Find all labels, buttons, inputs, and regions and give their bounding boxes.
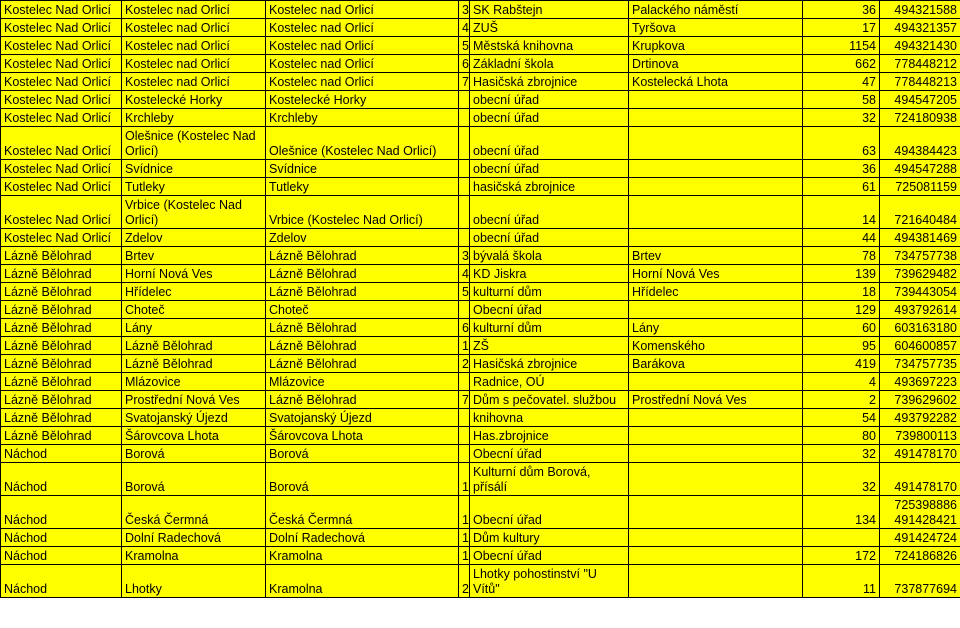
- cell-house-number: 134: [803, 496, 880, 529]
- cell-phone: 725081159: [880, 178, 960, 196]
- cell-municipality-orp: Kostelec Nad Orlicí: [1, 37, 122, 55]
- cell-phone: 494547205: [880, 91, 960, 109]
- cell-municipality: Borová: [122, 463, 266, 496]
- cell-street: [629, 127, 803, 160]
- cell-district-part: Krchleby: [266, 109, 459, 127]
- cell-house-number: 4: [803, 373, 880, 391]
- cell-precinct-number: 1: [459, 463, 470, 496]
- cell-municipality: Kramolna: [122, 547, 266, 565]
- cell-district-part: Kostelec nad Orlicí: [266, 1, 459, 19]
- cell-house-number: 129: [803, 301, 880, 319]
- cell-house-number: 80: [803, 427, 880, 445]
- cell-polling-place: Obecní úřad: [470, 445, 629, 463]
- cell-municipality-orp: Lázně Bělohrad: [1, 301, 122, 319]
- table-row: [1, 445, 960, 463]
- cell-municipality: Lány: [122, 319, 266, 337]
- cell-phone: 734757735: [880, 355, 960, 373]
- cell-precinct-number: [459, 196, 470, 229]
- table-row: [1, 496, 960, 529]
- cell-municipality-orp: Lázně Bělohrad: [1, 391, 122, 409]
- table-row: [1, 1, 960, 19]
- table-body: [1, 1, 960, 598]
- cell-district-part: Kostelecké Horky: [266, 91, 459, 109]
- cell-phone: 739629482: [880, 265, 960, 283]
- cell-polling-place: bývalá škola: [470, 247, 629, 265]
- cell-municipality-orp: Kostelec Nad Orlicí: [1, 19, 122, 37]
- table-row: [1, 196, 960, 229]
- cell-polling-place: Radnice, OÚ: [470, 373, 629, 391]
- cell-precinct-number: 7: [459, 73, 470, 91]
- table-row: [1, 19, 960, 37]
- cell-municipality: Brtev: [122, 247, 266, 265]
- cell-house-number: 78: [803, 247, 880, 265]
- cell-street: [629, 196, 803, 229]
- cell-municipality: Lázně Bělohrad: [122, 355, 266, 373]
- cell-house-number: 32: [803, 445, 880, 463]
- cell-phone: 494384423: [880, 127, 960, 160]
- cell-district-part: Šárovcova Lhota: [266, 427, 459, 445]
- cell-polling-place: KD Jiskra: [470, 265, 629, 283]
- cell-municipality-orp: Lázně Bělohrad: [1, 337, 122, 355]
- cell-polling-place: Hasičská zbrojnice: [470, 355, 629, 373]
- cell-municipality-orp: Kostelec Nad Orlicí: [1, 127, 122, 160]
- cell-street: Hřídelec: [629, 283, 803, 301]
- cell-street: [629, 160, 803, 178]
- cell-district-part: Lázně Bělohrad: [266, 337, 459, 355]
- cell-precinct-number: 2: [459, 355, 470, 373]
- cell-district-part: Tutleky: [266, 178, 459, 196]
- cell-district-part: Lázně Bělohrad: [266, 355, 459, 373]
- table-row: [1, 409, 960, 427]
- cell-house-number: 44: [803, 229, 880, 247]
- cell-municipality: Zdelov: [122, 229, 266, 247]
- cell-house-number: 17: [803, 19, 880, 37]
- cell-house-number: 63: [803, 127, 880, 160]
- cell-house-number: 419: [803, 355, 880, 373]
- cell-municipality-orp: Lázně Bělohrad: [1, 319, 122, 337]
- cell-precinct-number: [459, 427, 470, 445]
- cell-phone: 739800113: [880, 427, 960, 445]
- cell-municipality: Česká Čermná: [122, 496, 266, 529]
- cell-phone: 493792282: [880, 409, 960, 427]
- cell-municipality-orp: Kostelec Nad Orlicí: [1, 178, 122, 196]
- cell-polling-place: ZUŠ: [470, 19, 629, 37]
- table-row: [1, 427, 960, 445]
- cell-district-part: Kostelec nad Orlicí: [266, 73, 459, 91]
- cell-house-number: 2: [803, 391, 880, 409]
- cell-house-number: [803, 529, 880, 547]
- cell-precinct-number: 4: [459, 19, 470, 37]
- cell-district-part: Kostelec nad Orlicí: [266, 19, 459, 37]
- cell-street: Prostřední Nová Ves: [629, 391, 803, 409]
- table-row: [1, 529, 960, 547]
- cell-street: [629, 547, 803, 565]
- cell-street: Palackého náměstí: [629, 1, 803, 19]
- cell-street: [629, 529, 803, 547]
- cell-street: [629, 565, 803, 598]
- cell-street: Kostelecká Lhota: [629, 73, 803, 91]
- cell-polling-place: Obecní úřad: [470, 547, 629, 565]
- cell-precinct-number: 1: [459, 529, 470, 547]
- cell-street: [629, 91, 803, 109]
- cell-municipality: Svatojanský Újezd: [122, 409, 266, 427]
- cell-house-number: 36: [803, 1, 880, 19]
- cell-precinct-number: [459, 409, 470, 427]
- cell-house-number: 1154: [803, 37, 880, 55]
- cell-street: [629, 373, 803, 391]
- cell-phone: 494547288: [880, 160, 960, 178]
- cell-municipality-orp: Náchod: [1, 565, 122, 598]
- cell-phone: 737877694: [880, 565, 960, 598]
- cell-phone: 493697223: [880, 373, 960, 391]
- cell-phone: 739629602: [880, 391, 960, 409]
- cell-municipality-orp: Lázně Bělohrad: [1, 373, 122, 391]
- cell-polling-place: Has.zbrojnice: [470, 427, 629, 445]
- cell-municipality: Olešnice (Kostelec Nad Orlicí): [122, 127, 266, 160]
- table-row: [1, 37, 960, 55]
- table-row: [1, 73, 960, 91]
- cell-municipality-orp: Lázně Bělohrad: [1, 265, 122, 283]
- cell-house-number: 60: [803, 319, 880, 337]
- cell-house-number: 47: [803, 73, 880, 91]
- table-row: [1, 337, 960, 355]
- table-row: [1, 178, 960, 196]
- cell-phone: 604600857: [880, 337, 960, 355]
- cell-precinct-number: 5: [459, 283, 470, 301]
- table-row: [1, 247, 960, 265]
- cell-precinct-number: 4: [459, 265, 470, 283]
- cell-polling-place: obecní úřad: [470, 127, 629, 160]
- table-row: [1, 547, 960, 565]
- cell-house-number: 95: [803, 337, 880, 355]
- cell-municipality: Lázně Bělohrad: [122, 337, 266, 355]
- table-row: [1, 463, 960, 496]
- cell-street: Komenského: [629, 337, 803, 355]
- cell-house-number: 36: [803, 160, 880, 178]
- cell-polling-place: obecní úřad: [470, 109, 629, 127]
- cell-municipality: Lhotky: [122, 565, 266, 598]
- cell-municipality-orp: Lázně Bělohrad: [1, 355, 122, 373]
- cell-precinct-number: [459, 301, 470, 319]
- cell-polling-place: Městská knihovna: [470, 37, 629, 55]
- cell-polling-place: Obecní úřad: [470, 301, 629, 319]
- cell-municipality: Svídnice: [122, 160, 266, 178]
- cell-municipality: Kostelecké Horky: [122, 91, 266, 109]
- cell-street: [629, 445, 803, 463]
- cell-municipality: Kostelec nad Orlicí: [122, 37, 266, 55]
- cell-polling-place: Dům kultury: [470, 529, 629, 547]
- cell-municipality: Dolní Radechová: [122, 529, 266, 547]
- cell-precinct-number: 3: [459, 247, 470, 265]
- cell-polling-place: Dům s pečovatel. službou: [470, 391, 629, 409]
- cell-district-part: Kramolna: [266, 565, 459, 598]
- cell-district-part: Zdelov: [266, 229, 459, 247]
- cell-municipality: Mlázovice: [122, 373, 266, 391]
- cell-municipality-orp: Kostelec Nad Orlicí: [1, 73, 122, 91]
- cell-phone: 725398886 491428421: [880, 496, 960, 529]
- table-row: [1, 319, 960, 337]
- cell-phone: 494321357: [880, 19, 960, 37]
- cell-municipality-orp: Lázně Bělohrad: [1, 427, 122, 445]
- cell-house-number: 11: [803, 565, 880, 598]
- cell-house-number: 14: [803, 196, 880, 229]
- cell-municipality-orp: Náchod: [1, 496, 122, 529]
- cell-municipality-orp: Kostelec Nad Orlicí: [1, 196, 122, 229]
- cell-district-part: Olešnice (Kostelec Nad Orlicí): [266, 127, 459, 160]
- table-row: [1, 109, 960, 127]
- cell-house-number: 32: [803, 109, 880, 127]
- cell-district-part: Lázně Bělohrad: [266, 265, 459, 283]
- cell-house-number: 32: [803, 463, 880, 496]
- cell-street: [629, 301, 803, 319]
- cell-polling-place: Základní škola: [470, 55, 629, 73]
- cell-precinct-number: 5: [459, 37, 470, 55]
- cell-street: [629, 229, 803, 247]
- cell-district-part: Choteč: [266, 301, 459, 319]
- cell-precinct-number: 6: [459, 55, 470, 73]
- cell-district-part: Borová: [266, 445, 459, 463]
- cell-precinct-number: [459, 127, 470, 160]
- cell-municipality-orp: Náchod: [1, 463, 122, 496]
- cell-precinct-number: 2: [459, 565, 470, 598]
- cell-district-part: Dolní Radechová: [266, 529, 459, 547]
- cell-precinct-number: 7: [459, 391, 470, 409]
- cell-phone: 494381469: [880, 229, 960, 247]
- cell-street: Krupkova: [629, 37, 803, 55]
- table-row: [1, 160, 960, 178]
- cell-polling-place: SK Rabštejn: [470, 1, 629, 19]
- cell-street: [629, 178, 803, 196]
- table-row: [1, 301, 960, 319]
- cell-phone: 491478170: [880, 463, 960, 496]
- cell-house-number: 172: [803, 547, 880, 565]
- cell-street: [629, 463, 803, 496]
- cell-district-part: Lázně Bělohrad: [266, 283, 459, 301]
- cell-municipality-orp: Lázně Bělohrad: [1, 409, 122, 427]
- cell-phone: 491424724: [880, 529, 960, 547]
- cell-precinct-number: 1: [459, 496, 470, 529]
- table-row: [1, 55, 960, 73]
- cell-phone: 778448212: [880, 55, 960, 73]
- cell-municipality-orp: Náchod: [1, 445, 122, 463]
- cell-street: Drtinova: [629, 55, 803, 73]
- cell-house-number: 58: [803, 91, 880, 109]
- cell-phone: 491478170: [880, 445, 960, 463]
- cell-street: Lány: [629, 319, 803, 337]
- cell-polling-place: knihovna: [470, 409, 629, 427]
- table-row: [1, 373, 960, 391]
- cell-house-number: 662: [803, 55, 880, 73]
- cell-municipality: Tutleky: [122, 178, 266, 196]
- cell-precinct-number: 1: [459, 337, 470, 355]
- cell-precinct-number: [459, 160, 470, 178]
- cell-phone: 494321588: [880, 1, 960, 19]
- cell-polling-place: Hasičská zbrojnice: [470, 73, 629, 91]
- cell-polling-place: obecní úřad: [470, 91, 629, 109]
- cell-precinct-number: 1: [459, 547, 470, 565]
- cell-municipality: Krchleby: [122, 109, 266, 127]
- cell-house-number: 61: [803, 178, 880, 196]
- cell-municipality: Kostelec nad Orlicí: [122, 19, 266, 37]
- cell-polling-place: kulturní dům: [470, 283, 629, 301]
- cell-precinct-number: [459, 109, 470, 127]
- cell-municipality: Kostelec nad Orlicí: [122, 1, 266, 19]
- cell-house-number: 18: [803, 283, 880, 301]
- cell-municipality-orp: Kostelec Nad Orlicí: [1, 160, 122, 178]
- cell-phone: 724186826: [880, 547, 960, 565]
- cell-phone: 721640484: [880, 196, 960, 229]
- cell-municipality: Vrbice (Kostelec Nad Orlicí): [122, 196, 266, 229]
- cell-municipality: Kostelec nad Orlicí: [122, 73, 266, 91]
- cell-street: Horní Nová Ves: [629, 265, 803, 283]
- cell-polling-place: Lhotky pohostinství "U Vítů": [470, 565, 629, 598]
- cell-district-part: Mlázovice: [266, 373, 459, 391]
- cell-phone: 603163180: [880, 319, 960, 337]
- cell-district-part: Svídnice: [266, 160, 459, 178]
- cell-street: [629, 109, 803, 127]
- cell-district-part: Vrbice (Kostelec Nad Orlicí): [266, 196, 459, 229]
- cell-district-part: Lázně Bělohrad: [266, 319, 459, 337]
- cell-municipality-orp: Náchod: [1, 547, 122, 565]
- cell-street: [629, 427, 803, 445]
- cell-street: [629, 496, 803, 529]
- cell-polling-place: Kulturní dům Borová, přísálí: [470, 463, 629, 496]
- cell-precinct-number: [459, 373, 470, 391]
- cell-phone: 724180938: [880, 109, 960, 127]
- cell-district-part: Kostelec nad Orlicí: [266, 37, 459, 55]
- cell-municipality-orp: Kostelec Nad Orlicí: [1, 109, 122, 127]
- cell-house-number: 54: [803, 409, 880, 427]
- cell-precinct-number: 6: [459, 319, 470, 337]
- cell-municipality-orp: Náchod: [1, 529, 122, 547]
- table-row: [1, 565, 960, 598]
- cell-polling-place: ZŠ: [470, 337, 629, 355]
- cell-district-part: Lázně Bělohrad: [266, 247, 459, 265]
- cell-municipality: Borová: [122, 445, 266, 463]
- cell-house-number: 139: [803, 265, 880, 283]
- cell-polling-place: kulturní dům: [470, 319, 629, 337]
- table-row: [1, 355, 960, 373]
- table-row: [1, 391, 960, 409]
- cell-municipality: Kostelec nad Orlicí: [122, 55, 266, 73]
- cell-municipality: Hřídelec: [122, 283, 266, 301]
- cell-phone: 778448213: [880, 73, 960, 91]
- cell-polling-place: obecní úřad: [470, 229, 629, 247]
- cell-municipality: Šárovcova Lhota: [122, 427, 266, 445]
- cell-phone: 493792614: [880, 301, 960, 319]
- cell-polling-place: hasičská zbrojnice: [470, 178, 629, 196]
- cell-district-part: Kramolna: [266, 547, 459, 565]
- cell-district-part: Česká Čermná: [266, 496, 459, 529]
- cell-phone: 494321430: [880, 37, 960, 55]
- cell-municipality-orp: Kostelec Nad Orlicí: [1, 91, 122, 109]
- cell-precinct-number: [459, 91, 470, 109]
- table-row: [1, 283, 960, 301]
- table-row: [1, 127, 960, 160]
- cell-precinct-number: 3: [459, 1, 470, 19]
- cell-district-part: Svatojanský Újezd: [266, 409, 459, 427]
- cell-municipality-orp: Kostelec Nad Orlicí: [1, 55, 122, 73]
- cell-municipality: Horní Nová Ves: [122, 265, 266, 283]
- cell-street: [629, 409, 803, 427]
- cell-precinct-number: [459, 445, 470, 463]
- cell-precinct-number: [459, 229, 470, 247]
- cell-polling-place: obecní úřad: [470, 196, 629, 229]
- table-row: [1, 229, 960, 247]
- cell-municipality: Choteč: [122, 301, 266, 319]
- cell-polling-place: obecní úřad: [470, 160, 629, 178]
- cell-municipality-orp: Kostelec Nad Orlicí: [1, 229, 122, 247]
- cell-municipality: Prostřední Nová Ves: [122, 391, 266, 409]
- cell-municipality-orp: Lázně Bělohrad: [1, 247, 122, 265]
- cell-street: Tyršova: [629, 19, 803, 37]
- cell-district-part: Kostelec nad Orlicí: [266, 55, 459, 73]
- cell-municipality-orp: Lázně Bělohrad: [1, 283, 122, 301]
- table-row: [1, 265, 960, 283]
- cell-district-part: Borová: [266, 463, 459, 496]
- cell-district-part: Lázně Bělohrad: [266, 391, 459, 409]
- cell-street: Brtev: [629, 247, 803, 265]
- cell-polling-place: Obecní úřad: [470, 496, 629, 529]
- cell-phone: 739443054: [880, 283, 960, 301]
- cell-precinct-number: [459, 178, 470, 196]
- cell-street: Barákova: [629, 355, 803, 373]
- cell-phone: 734757738: [880, 247, 960, 265]
- cell-municipality-orp: Kostelec Nad Orlicí: [1, 1, 122, 19]
- table-row: [1, 91, 960, 109]
